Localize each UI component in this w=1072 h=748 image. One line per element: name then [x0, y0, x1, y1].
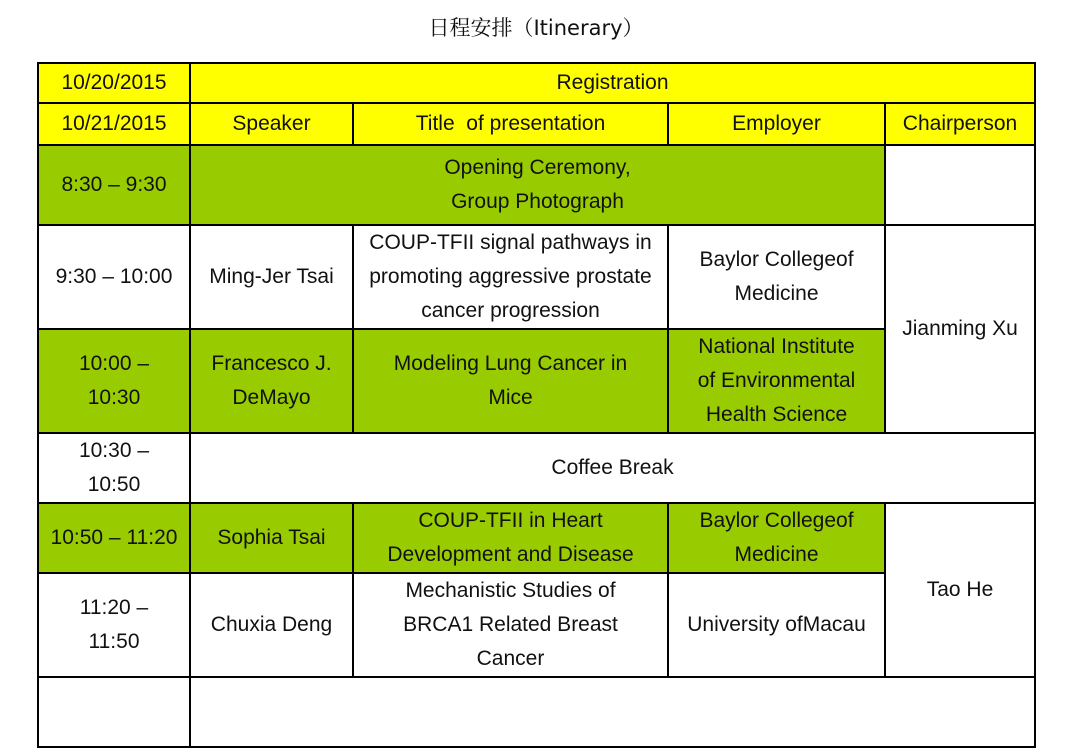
- session-time: 11:20 – 11:50: [38, 573, 190, 677]
- coffee-break-row: [38, 433, 1035, 503]
- header-speaker: Speaker: [190, 103, 353, 145]
- header-row: [38, 103, 1035, 145]
- empty-row: [38, 677, 1035, 747]
- session-title: Mechanistic Studies of BRCA1 Related Breast Cancer: [353, 573, 668, 677]
- session-title: COUP-TFII signal pathways in promoting aggressive prostate cancer progression: [353, 225, 668, 329]
- session-row: [38, 225, 1035, 329]
- session-time: 9:30 – 10:00: [38, 225, 190, 329]
- opening-chair-cell: [885, 145, 1035, 225]
- opening-row: [38, 145, 1035, 225]
- opening-label: Opening Ceremony, Group Photograph: [190, 145, 885, 225]
- session-time: 10:00 – 10:30: [38, 329, 190, 433]
- chairperson-cell: Tao He: [885, 503, 1035, 677]
- header-title: Title of presentation: [353, 103, 668, 145]
- header-chairperson: Chairperson: [885, 103, 1035, 145]
- session-speaker: Sophia Tsai: [190, 503, 353, 573]
- session-employer: National Institute of Environmental Health Science: [668, 329, 885, 433]
- registration-date: 10/20/2015: [38, 63, 190, 103]
- coffee-break-label: Coffee Break: [190, 433, 1035, 503]
- session-row: [38, 503, 1035, 573]
- session-employer: University ofMacau: [668, 573, 885, 677]
- session-title: Modeling Lung Cancer in Mice: [353, 329, 668, 433]
- session-speaker: Ming-Jer Tsai: [190, 225, 353, 329]
- session-employer: Baylor Collegeof Medicine: [668, 225, 885, 329]
- chairperson-cell: Jianming Xu: [885, 225, 1035, 433]
- empty-cell: [38, 677, 190, 747]
- page-title: 日程安排（Itinerary）: [428, 16, 644, 40]
- header-employer: Employer: [668, 103, 885, 145]
- empty-cell: [190, 677, 1035, 747]
- header-date: 10/21/2015: [38, 103, 190, 145]
- session-title: COUP-TFII in Heart Development and Disease: [353, 503, 668, 573]
- registration-label: Registration: [190, 63, 1035, 103]
- session-employer: Baylor Collegeof Medicine: [668, 503, 885, 573]
- session-speaker: Chuxia Deng: [190, 573, 353, 677]
- session-time: 10:50 – 11:20: [38, 503, 190, 573]
- opening-time: 8:30 – 9:30: [38, 145, 190, 225]
- registration-row: [38, 63, 1035, 103]
- session-speaker: Francesco J. DeMayo: [190, 329, 353, 433]
- itinerary-table: [37, 62, 1036, 748]
- coffee-break-time: 10:30 – 10:50: [38, 433, 190, 503]
